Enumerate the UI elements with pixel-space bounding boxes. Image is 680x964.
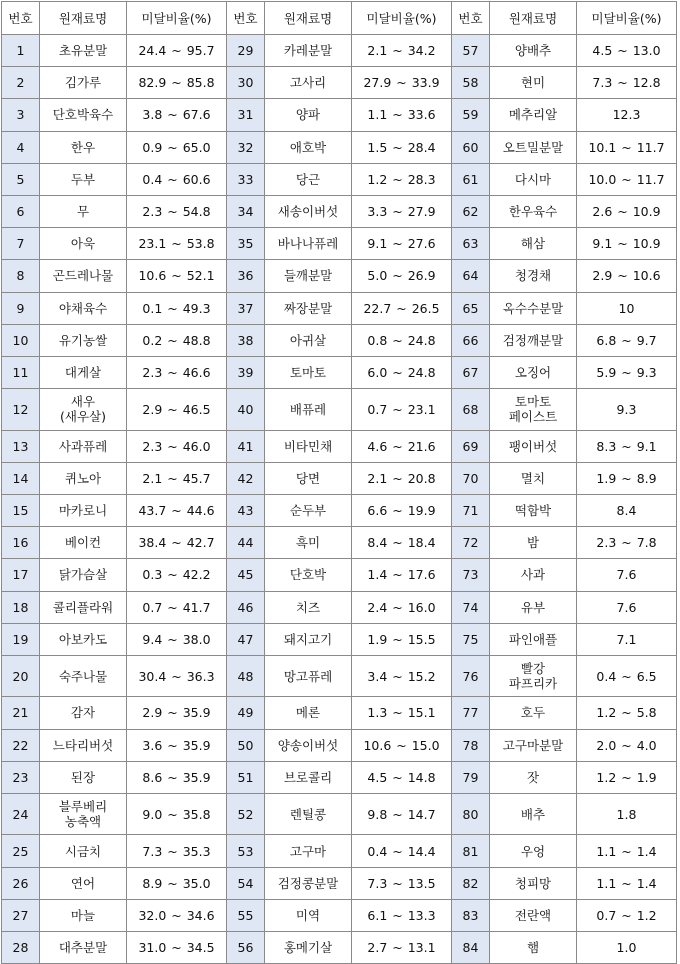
shortfall-range: 2.3 ~ 54.8: [127, 195, 227, 227]
table-row: [2, 494, 677, 526]
ingredient-name: 청피망: [490, 867, 577, 899]
row-number: 11: [2, 356, 40, 388]
shortfall-range: 2.1 ~ 45.7: [127, 462, 227, 494]
row-number: 8: [2, 260, 40, 292]
ingredient-name: 애호박: [265, 131, 352, 163]
row-number: 82: [452, 867, 490, 899]
shortfall-range: 9.8 ~ 14.7: [352, 793, 452, 835]
shortfall-range: 2.7 ~ 13.1: [352, 932, 452, 964]
row-number: 61: [452, 163, 490, 195]
row-number: 27: [2, 899, 40, 931]
row-number: 14: [2, 462, 40, 494]
ingredient-name: 아귀살: [265, 324, 352, 356]
shortfall-range: 10: [577, 292, 677, 324]
shortfall-range: 3.3 ~ 27.9: [352, 195, 452, 227]
shortfall-range: 30.4 ~ 36.3: [127, 655, 227, 697]
row-number: 52: [227, 793, 265, 835]
row-number: 32: [227, 131, 265, 163]
table-row: [2, 932, 677, 964]
shortfall-range: 1.0: [577, 932, 677, 964]
table-row: [2, 899, 677, 931]
ingredient-name: 팽이버섯: [490, 430, 577, 462]
row-number: 74: [452, 591, 490, 623]
ingredient-name: 배퓨레: [265, 389, 352, 431]
ingredient-name: 당근: [265, 163, 352, 195]
row-number: 37: [227, 292, 265, 324]
row-number: 64: [452, 260, 490, 292]
ingredient-name: 마늘: [40, 899, 127, 931]
ingredient-name: 닭가슴살: [40, 559, 127, 591]
ingredient-name: 양송이버섯: [265, 729, 352, 761]
ingredient-name: 블루베리 농축액: [40, 793, 127, 835]
ingredient-name: 김가루: [40, 67, 127, 99]
ingredient-name: 대추분말: [40, 932, 127, 964]
shortfall-range: 1.2 ~ 1.9: [577, 761, 677, 793]
table-row: [2, 835, 677, 867]
row-number: 4: [2, 131, 40, 163]
ingredient-name: 시금치: [40, 835, 127, 867]
ingredient-name: 파인애플: [490, 623, 577, 655]
row-number: 20: [2, 655, 40, 697]
row-number: 69: [452, 430, 490, 462]
row-number: 67: [452, 356, 490, 388]
header-shortfall-ratio: 미달비율(%): [127, 2, 227, 35]
ingredient-name: 당면: [265, 462, 352, 494]
ingredient-name: 무: [40, 195, 127, 227]
ingredient-table: [1, 1, 677, 964]
row-number: 72: [452, 527, 490, 559]
shortfall-range: 9.3: [577, 389, 677, 431]
shortfall-range: 1.9 ~ 8.9: [577, 462, 677, 494]
ingredient-name: 들깨분말: [265, 260, 352, 292]
shortfall-range: 24.4 ~ 95.7: [127, 35, 227, 67]
row-number: 48: [227, 655, 265, 697]
shortfall-range: 2.9 ~ 46.5: [127, 389, 227, 431]
ingredient-name: 감자: [40, 697, 127, 729]
ingredient-name: 옥수수분말: [490, 292, 577, 324]
shortfall-range: 1.3 ~ 15.1: [352, 697, 452, 729]
shortfall-range: 5.0 ~ 26.9: [352, 260, 452, 292]
ingredient-name: 돼지고기: [265, 623, 352, 655]
table-row: [2, 260, 677, 292]
ingredient-name: 새우 (새우살): [40, 389, 127, 431]
row-number: 55: [227, 899, 265, 931]
shortfall-range: 1.2 ~ 28.3: [352, 163, 452, 195]
ingredient-name: 카레분말: [265, 35, 352, 67]
table-row: [2, 867, 677, 899]
ingredient-name: 연어: [40, 867, 127, 899]
ingredient-name: 아욱: [40, 228, 127, 260]
ingredient-name: 단호박육수: [40, 99, 127, 131]
ingredient-name: 빨강 파프리카: [490, 655, 577, 697]
ingredient-name: 아보카도: [40, 623, 127, 655]
shortfall-range: 5.9 ~ 9.3: [577, 356, 677, 388]
ingredient-name: 오트밀분말: [490, 131, 577, 163]
shortfall-range: 10.1 ~ 11.7: [577, 131, 677, 163]
table-row: [2, 793, 677, 835]
shortfall-range: 1.1 ~ 33.6: [352, 99, 452, 131]
ingredient-name: 바나나퓨레: [265, 228, 352, 260]
shortfall-range: 7.1: [577, 623, 677, 655]
table-row: [2, 292, 677, 324]
table-row: [2, 324, 677, 356]
shortfall-range: 8.4: [577, 494, 677, 526]
row-number: 35: [227, 228, 265, 260]
ingredient-name: 고구마분말: [490, 729, 577, 761]
ingredient-name: 마카로니: [40, 494, 127, 526]
row-number: 22: [2, 729, 40, 761]
row-number: 29: [227, 35, 265, 67]
shortfall-range: 10.0 ~ 11.7: [577, 163, 677, 195]
row-number: 58: [452, 67, 490, 99]
shortfall-range: 6.6 ~ 19.9: [352, 494, 452, 526]
shortfall-range: 2.9 ~ 10.6: [577, 260, 677, 292]
ingredient-name: 전란액: [490, 899, 577, 931]
row-number: 24: [2, 793, 40, 835]
ingredient-name: 흑미: [265, 527, 352, 559]
ingredient-name: 비타민채: [265, 430, 352, 462]
ingredient-name: 양파: [265, 99, 352, 131]
ingredient-name: 고사리: [265, 67, 352, 99]
row-number: 38: [227, 324, 265, 356]
shortfall-range: 1.1 ~ 1.4: [577, 867, 677, 899]
table-row: [2, 761, 677, 793]
ingredient-name: 사과퓨레: [40, 430, 127, 462]
ingredient-name: 느타리버섯: [40, 729, 127, 761]
ingredient-name: 유기농쌀: [40, 324, 127, 356]
ingredient-name: 베이컨: [40, 527, 127, 559]
shortfall-range: 2.3 ~ 46.0: [127, 430, 227, 462]
row-number: 59: [452, 99, 490, 131]
table-row: [2, 131, 677, 163]
header-number: 번호: [452, 2, 490, 35]
ingredient-name: 단호박: [265, 559, 352, 591]
row-number: 53: [227, 835, 265, 867]
shortfall-range: 7.6: [577, 559, 677, 591]
row-number: 51: [227, 761, 265, 793]
row-number: 6: [2, 195, 40, 227]
row-number: 18: [2, 591, 40, 623]
ingredient-name: 밤: [490, 527, 577, 559]
shortfall-range: 27.9 ~ 33.9: [352, 67, 452, 99]
row-number: 62: [452, 195, 490, 227]
row-number: 21: [2, 697, 40, 729]
ingredient-name: 브로콜리: [265, 761, 352, 793]
shortfall-range: 4.5 ~ 14.8: [352, 761, 452, 793]
shortfall-range: 9.1 ~ 10.9: [577, 228, 677, 260]
row-number: 75: [452, 623, 490, 655]
row-number: 54: [227, 867, 265, 899]
shortfall-range: 9.0 ~ 35.8: [127, 793, 227, 835]
shortfall-range: 10.6 ~ 15.0: [352, 729, 452, 761]
row-number: 46: [227, 591, 265, 623]
table-row: [2, 356, 677, 388]
shortfall-range: 9.4 ~ 38.0: [127, 623, 227, 655]
row-number: 17: [2, 559, 40, 591]
shortfall-range: 4.6 ~ 21.6: [352, 430, 452, 462]
shortfall-range: 3.8 ~ 67.6: [127, 99, 227, 131]
row-number: 78: [452, 729, 490, 761]
ingredient-name: 두부: [40, 163, 127, 195]
ingredient-name: 한우: [40, 131, 127, 163]
header-shortfall-ratio: 미달비율(%): [352, 2, 452, 35]
row-number: 45: [227, 559, 265, 591]
ingredient-name: 홍메기살: [265, 932, 352, 964]
ingredient-name: 검정콩분말: [265, 867, 352, 899]
table-row: [2, 195, 677, 227]
ingredient-name: 해삼: [490, 228, 577, 260]
ingredient-name: 된장: [40, 761, 127, 793]
shortfall-range: 1.9 ~ 15.5: [352, 623, 452, 655]
row-number: 7: [2, 228, 40, 260]
row-number: 39: [227, 356, 265, 388]
row-number: 1: [2, 35, 40, 67]
shortfall-range: 23.1 ~ 53.8: [127, 228, 227, 260]
shortfall-range: 0.8 ~ 24.8: [352, 324, 452, 356]
row-number: 31: [227, 99, 265, 131]
ingredient-name: 떡함박: [490, 494, 577, 526]
row-number: 30: [227, 67, 265, 99]
ingredient-name: 새송이버섯: [265, 195, 352, 227]
shortfall-range: 3.4 ~ 15.2: [352, 655, 452, 697]
ingredient-name: 토마토 페이스트: [490, 389, 577, 431]
ingredient-name: 망고퓨레: [265, 655, 352, 697]
row-number: 81: [452, 835, 490, 867]
row-number: 13: [2, 430, 40, 462]
shortfall-range: 9.1 ~ 27.6: [352, 228, 452, 260]
row-number: 43: [227, 494, 265, 526]
row-number: 66: [452, 324, 490, 356]
row-number: 36: [227, 260, 265, 292]
shortfall-range: 31.0 ~ 34.5: [127, 932, 227, 964]
shortfall-range: 8.6 ~ 35.9: [127, 761, 227, 793]
shortfall-range: 1.4 ~ 17.6: [352, 559, 452, 591]
shortfall-range: 2.6 ~ 10.9: [577, 195, 677, 227]
table-row: [2, 389, 677, 431]
shortfall-range: 0.3 ~ 42.2: [127, 559, 227, 591]
shortfall-range: 1.5 ~ 28.4: [352, 131, 452, 163]
ingredient-name: 청경채: [490, 260, 577, 292]
ingredient-name: 렌틸콩: [265, 793, 352, 835]
row-number: 2: [2, 67, 40, 99]
ingredient-name: 메론: [265, 697, 352, 729]
ingredient-name: 배추: [490, 793, 577, 835]
row-number: 76: [452, 655, 490, 697]
table-row: [2, 228, 677, 260]
row-number: 26: [2, 867, 40, 899]
shortfall-range: 4.5 ~ 13.0: [577, 35, 677, 67]
shortfall-range: 10.6 ~ 52.1: [127, 260, 227, 292]
row-number: 47: [227, 623, 265, 655]
shortfall-range: 0.7 ~ 23.1: [352, 389, 452, 431]
header-ingredient: 원재료명: [490, 2, 577, 35]
header-ingredient: 원재료명: [40, 2, 127, 35]
table-row: [2, 591, 677, 623]
shortfall-range: 2.1 ~ 34.2: [352, 35, 452, 67]
row-number: 16: [2, 527, 40, 559]
shortfall-range: 82.9 ~ 85.8: [127, 67, 227, 99]
shortfall-range: 2.9 ~ 35.9: [127, 697, 227, 729]
ingredient-name: 양배추: [490, 35, 577, 67]
ingredient-name: 현미: [490, 67, 577, 99]
row-number: 12: [2, 389, 40, 431]
header-ingredient: 원재료명: [265, 2, 352, 35]
header-number: 번호: [227, 2, 265, 35]
table-row: [2, 527, 677, 559]
table-row: [2, 430, 677, 462]
row-number: 70: [452, 462, 490, 494]
row-number: 77: [452, 697, 490, 729]
shortfall-range: 7.3 ~ 35.3: [127, 835, 227, 867]
shortfall-range: 12.3: [577, 99, 677, 131]
row-number: 10: [2, 324, 40, 356]
row-number: 42: [227, 462, 265, 494]
ingredient-name: 검정깨분말: [490, 324, 577, 356]
row-number: 3: [2, 99, 40, 131]
shortfall-range: 1.2 ~ 5.8: [577, 697, 677, 729]
shortfall-range: 0.4 ~ 14.4: [352, 835, 452, 867]
shortfall-range: 1.8: [577, 793, 677, 835]
header-number: 번호: [2, 2, 40, 35]
row-number: 28: [2, 932, 40, 964]
shortfall-range: 22.7 ~ 26.5: [352, 292, 452, 324]
shortfall-range: 6.1 ~ 13.3: [352, 899, 452, 931]
ingredient-name: 다시마: [490, 163, 577, 195]
shortfall-range: 0.9 ~ 65.0: [127, 131, 227, 163]
row-number: 50: [227, 729, 265, 761]
row-number: 57: [452, 35, 490, 67]
shortfall-range: 2.3 ~ 46.6: [127, 356, 227, 388]
ingredient-name: 초유분말: [40, 35, 127, 67]
ingredient-name: 오징어: [490, 356, 577, 388]
shortfall-range: 0.4 ~ 60.6: [127, 163, 227, 195]
shortfall-range: 6.0 ~ 24.8: [352, 356, 452, 388]
ingredient-name: 미역: [265, 899, 352, 931]
table-row: [2, 697, 677, 729]
ingredient-name: 토마토: [265, 356, 352, 388]
shortfall-range: 2.4 ~ 16.0: [352, 591, 452, 623]
row-number: 83: [452, 899, 490, 931]
ingredient-name: 메추리알: [490, 99, 577, 131]
row-number: 79: [452, 761, 490, 793]
shortfall-range: 7.6: [577, 591, 677, 623]
shortfall-range: 0.4 ~ 6.5: [577, 655, 677, 697]
ingredient-name: 짜장분말: [265, 292, 352, 324]
table-row: [2, 729, 677, 761]
row-number: 33: [227, 163, 265, 195]
row-number: 60: [452, 131, 490, 163]
shortfall-range: 0.7 ~ 41.7: [127, 591, 227, 623]
shortfall-range: 0.7 ~ 1.2: [577, 899, 677, 931]
row-number: 44: [227, 527, 265, 559]
row-number: 56: [227, 932, 265, 964]
ingredient-name: 잣: [490, 761, 577, 793]
table-row: [2, 559, 677, 591]
ingredient-name: 숙주나물: [40, 655, 127, 697]
row-number: 73: [452, 559, 490, 591]
shortfall-range: 6.8 ~ 9.7: [577, 324, 677, 356]
shortfall-range: 8.9 ~ 35.0: [127, 867, 227, 899]
header-shortfall-ratio: 미달비율(%): [577, 2, 677, 35]
header-row: [2, 2, 677, 35]
shortfall-range: 0.1 ~ 49.3: [127, 292, 227, 324]
row-number: 25: [2, 835, 40, 867]
table-row: [2, 623, 677, 655]
shortfall-range: 2.1 ~ 20.8: [352, 462, 452, 494]
shortfall-range: 38.4 ~ 42.7: [127, 527, 227, 559]
row-number: 5: [2, 163, 40, 195]
shortfall-range: 8.4 ~ 18.4: [352, 527, 452, 559]
shortfall-range: 1.1 ~ 1.4: [577, 835, 677, 867]
table-row: [2, 35, 677, 67]
row-number: 80: [452, 793, 490, 835]
row-number: 71: [452, 494, 490, 526]
row-number: 34: [227, 195, 265, 227]
ingredient-name: 우엉: [490, 835, 577, 867]
ingredient-name: 사과: [490, 559, 577, 591]
row-number: 68: [452, 389, 490, 431]
shortfall-range: 2.3 ~ 7.8: [577, 527, 677, 559]
row-number: 40: [227, 389, 265, 431]
ingredient-name: 퀴노아: [40, 462, 127, 494]
ingredient-name: 햄: [490, 932, 577, 964]
ingredient-name: 고구마: [265, 835, 352, 867]
ingredient-name: 대게살: [40, 356, 127, 388]
shortfall-range: 3.6 ~ 35.9: [127, 729, 227, 761]
ingredient-name: 한우육수: [490, 195, 577, 227]
row-number: 23: [2, 761, 40, 793]
table-row: [2, 67, 677, 99]
ingredient-name: 야채육수: [40, 292, 127, 324]
table-row: [2, 655, 677, 697]
shortfall-range: 43.7 ~ 44.6: [127, 494, 227, 526]
ingredient-name: 멸치: [490, 462, 577, 494]
shortfall-range: 32.0 ~ 34.6: [127, 899, 227, 931]
row-number: 9: [2, 292, 40, 324]
table-row: [2, 163, 677, 195]
table-row: [2, 99, 677, 131]
row-number: 15: [2, 494, 40, 526]
table-row: [2, 462, 677, 494]
ingredient-name: 곤드레나물: [40, 260, 127, 292]
shortfall-range: 7.3 ~ 12.8: [577, 67, 677, 99]
ingredient-name: 호두: [490, 697, 577, 729]
ingredient-name: 유부: [490, 591, 577, 623]
shortfall-range: 7.3 ~ 13.5: [352, 867, 452, 899]
ingredient-name: 콜리플라워: [40, 591, 127, 623]
shortfall-range: 8.3 ~ 9.1: [577, 430, 677, 462]
row-number: 49: [227, 697, 265, 729]
row-number: 65: [452, 292, 490, 324]
row-number: 84: [452, 932, 490, 964]
row-number: 19: [2, 623, 40, 655]
ingredient-name: 순두부: [265, 494, 352, 526]
row-number: 41: [227, 430, 265, 462]
shortfall-range: 2.0 ~ 4.0: [577, 729, 677, 761]
ingredient-name: 치즈: [265, 591, 352, 623]
shortfall-range: 0.2 ~ 48.8: [127, 324, 227, 356]
row-number: 63: [452, 228, 490, 260]
